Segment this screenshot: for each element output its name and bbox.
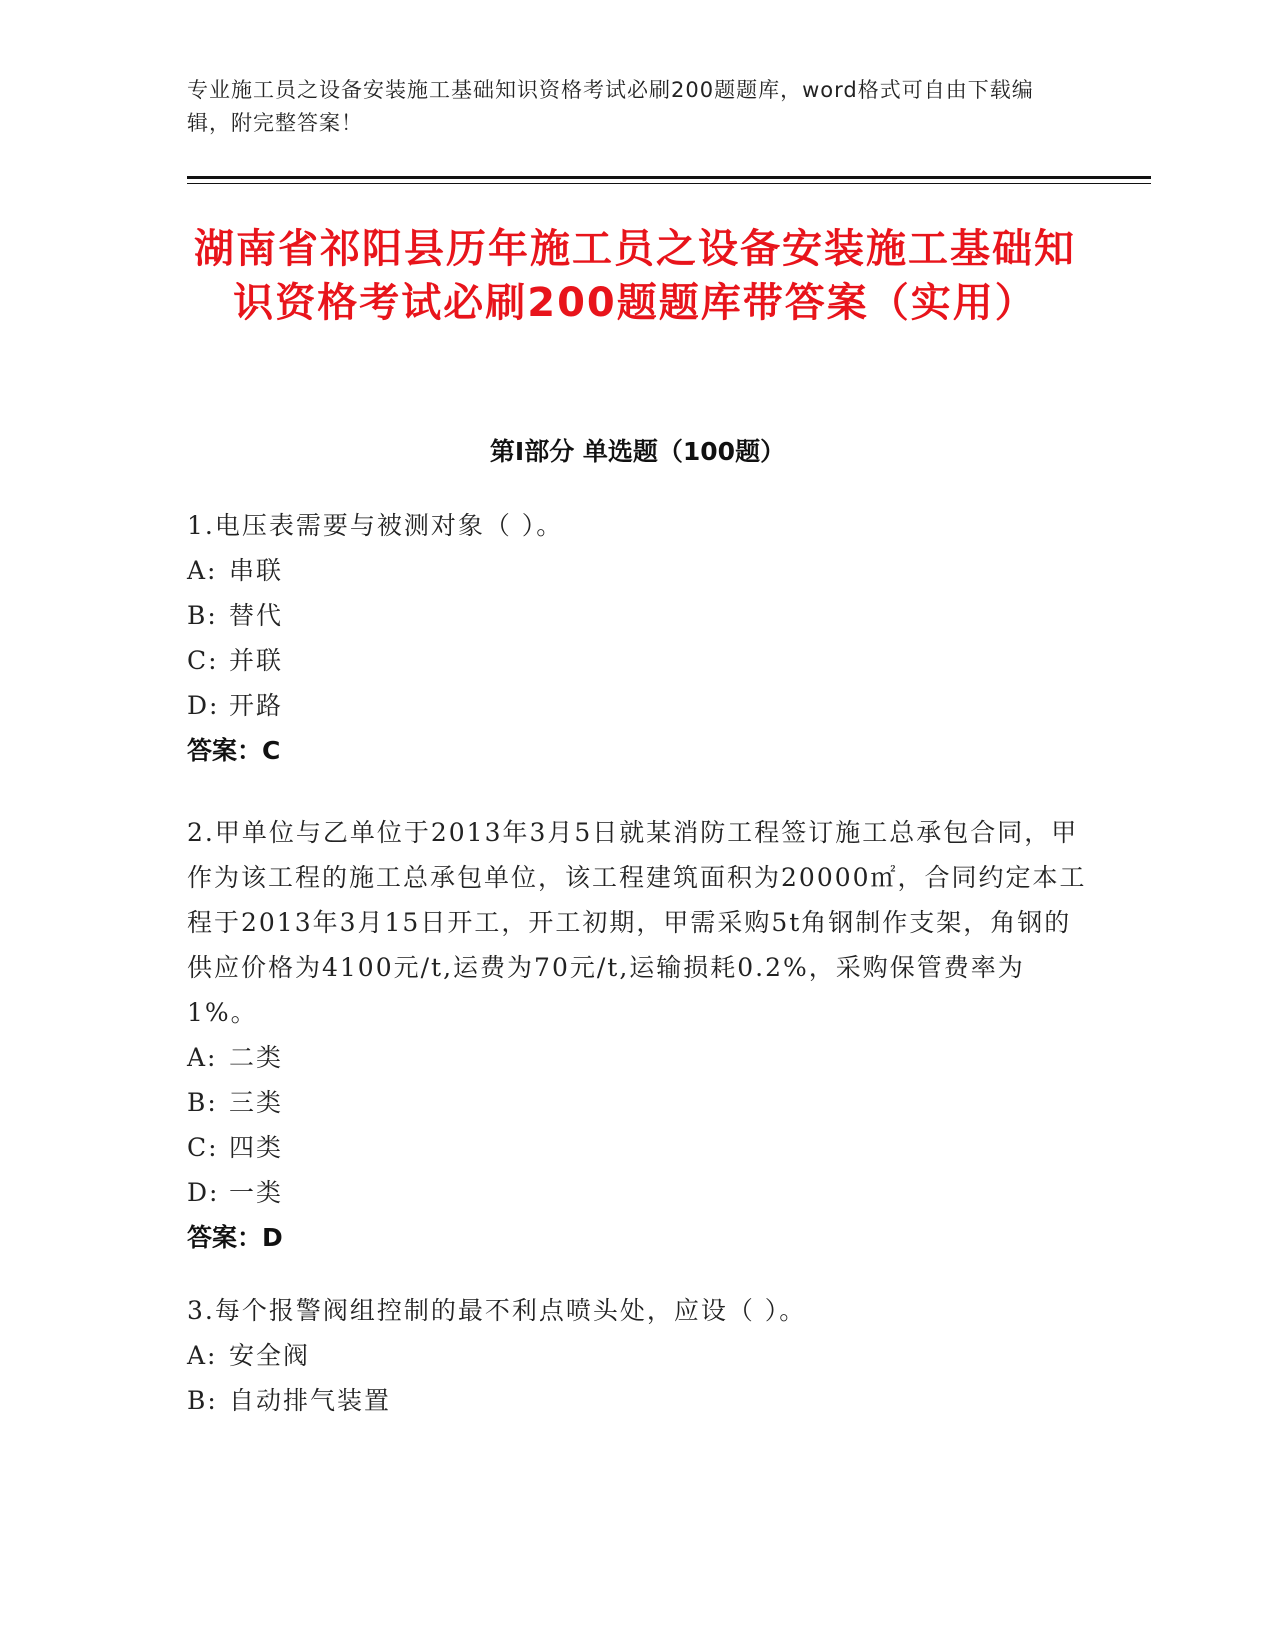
option-b	[187, 1378, 1087, 1423]
option-text: 替代	[229, 601, 284, 630]
option-letter: C:	[187, 1133, 219, 1162]
question-3	[187, 1288, 1087, 1423]
option-d	[187, 1170, 1087, 1215]
option-text: 四类	[229, 1133, 284, 1162]
option-text: 自动排气装置	[229, 1386, 392, 1415]
question-stem: 2.甲单位与乙单位于2013年3月5日就某消防工程签订施工总承包合同，甲作为该工程的施工总承包单位，该工程建筑面积为20000㎡，合同约定本工程于2013年3月15日开工，开工初期，甲需采购5t角钢制作支架，角钢的供应价格为4100元/t,运费为70元/t,运输损耗0.2%，采购保管费率为1%。	[187, 818, 1087, 1027]
option-text: 三类	[229, 1088, 284, 1117]
option-text: 一类	[229, 1178, 284, 1207]
option-letter: A:	[187, 1043, 218, 1072]
option-text: 安全阀	[229, 1341, 311, 1370]
answer-line: 答案：C	[187, 736, 281, 765]
option-letter: B:	[187, 1386, 218, 1415]
option-letter: B:	[187, 1088, 218, 1117]
option-a	[187, 548, 1087, 593]
header-note: 专业施工员之设备安装施工基础知识资格考试必刷200题题库，word格式可自由下载编辑，附完整答案！	[187, 78, 1034, 135]
question-2	[187, 810, 1087, 1260]
question-stem: 3.每个报警阀组控制的最不利点喷头处，应设（ ）。	[187, 1296, 807, 1325]
answer-line: 答案：D	[187, 1223, 283, 1252]
document-title: 湖南省祁阳县历年施工员之设备安装施工基础知识资格考试必刷200题题库带答案（实用）	[194, 226, 1076, 326]
option-letter: C:	[187, 646, 219, 675]
option-letter: A:	[187, 556, 218, 585]
section-title: 第Ⅰ部分 单选题（100题）	[489, 437, 786, 466]
option-c	[187, 1125, 1087, 1170]
option-b	[187, 593, 1087, 638]
option-letter: D:	[187, 691, 220, 720]
option-letter: A:	[187, 1341, 218, 1370]
option-a	[187, 1035, 1087, 1080]
option-b	[187, 1080, 1087, 1125]
header-divider-thin	[187, 183, 1151, 184]
header-divider-thick	[187, 176, 1151, 179]
option-letter: D:	[187, 1178, 220, 1207]
option-text: 串联	[229, 556, 284, 585]
option-text: 二类	[229, 1043, 284, 1072]
question-stem: 1.电压表需要与被测对象（ ）。	[187, 511, 564, 540]
option-letter: B:	[187, 601, 218, 630]
option-text: 开路	[229, 691, 284, 720]
option-text: 并联	[229, 646, 284, 675]
option-c	[187, 638, 1087, 683]
option-d	[187, 683, 1087, 728]
question-1	[187, 503, 1087, 773]
option-a	[187, 1333, 1087, 1378]
